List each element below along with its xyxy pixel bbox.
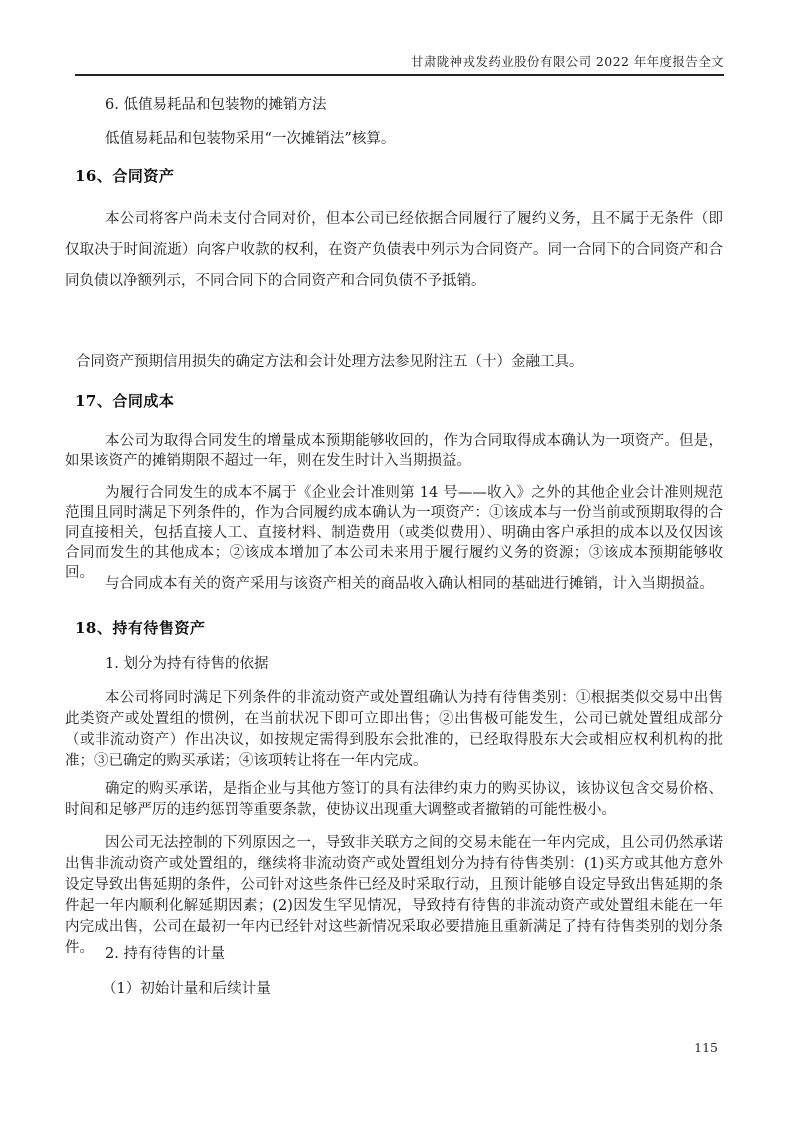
section17-heading: 17、合同成本 [75,392,175,410]
item6-body: 低值易耗品和包装物采用“一次摊销法”核算。 [105,131,396,147]
page-header-title: 甘肃陇神戎发药业股份有限公司 2022 年年度报告全文 [410,54,724,69]
section18-paragraph-1: 本公司将同时满足下列条件的非流动资产或处置组确认为持有待售类别：①根据类似交易中出售此类资产或处置组的惯例，在当前状况下即可立即出售；②出售极可能发生，公司已就处置组成部分（或非流动资产）作出决议，如按规定需得到股东会批准的，已经取得股东大会或相应权利机构的批准；③已确定的购买承诺；④该项转让将在一年内完成。 [65,690,723,769]
section16-heading: 16、合同资产 [75,167,175,185]
section17-paragraph-2: 为履行合同发生的成本不属于《企业会计准则第 14 号——收入》之外的其他企业会计准则规范范围且同时满足下列条件的，作为合同履约成本确认为一项资产：①该成本与一份当前或预期取得的合同直接相关，包括直接人工、直接材料、制造费用（或类似费用）、明确由客户承担的成本以及仅因该合同而发生的其他成本；②该成本增加了本公司未来用于履行履约义务的资源；③该成本预期能够收回。 [65,485,723,581]
section18-paragraph-3: 因公司无法控制的下列原因之一，导致非关联方之间的交易未能在一年内完成，且公司仍然承诺出售非流动资产或处置组的，继续将非流动资产或处置组划分为持有待售类别：(1)买方或其他方意外设定导致出售延期的条件，公司针对这些条件已经及时采取行动，且预计能够自设定导致出售延期的条件起一年内顺利化解延期因素；(2)因发生罕见情况，导致持有待售的非流动资产或处置组未能在一年内完成出售，公司在最初一年内已经针对这些新情况采取必要措施且重新满足了持有待售类别的划分条件。 [65,835,723,956]
item6-title: 6. 低值易耗品和包装物的摊销方法 [105,97,327,113]
section18-paragraph-2: 确定的购买承诺，是指企业与其他方签订的具有法律约束力的购买协议，该协议包含交易价格、时间和足够严厉的违约惩罚等重要条款，使协议出现重大调整或者撤销的可能性极小。 [65,781,723,818]
section17-paragraph-1: 本公司为取得合同发生的增量成本预期能够收回的，作为合同取得成本确认为一项资产。但是，如果该资产的摊销期限不超过一年，则在发生时计入当期损益。 [65,433,723,469]
section16-paragraph-1: 本公司将客户尚未支付合同对价，但本公司已经依据合同履行了履约义务，且不属于无条件（即仅取决于时间流逝）向客户收款的权利，在资产负债表中列示为合同资产。同一合同下的合同资产和合同负债以净额列示，不同合同下的合同资产和合同负债不予抵销。 [65,211,723,289]
section16-paragraph-2: 合同资产预期信用损失的确定方法和会计处理方法参见附注五（十）金融工具。 [76,354,584,370]
section18-subitem-2-1: （1）初始计量和后续计量 [102,981,271,997]
page-number: 115 [694,1040,718,1055]
header-rule [75,74,724,76]
section18-subitem-1: 1. 划分为持有待售的依据 [105,656,269,672]
section18-heading: 18、持有待售资产 [75,619,206,637]
section17-paragraph-3: 与合同成本有关的资产采用与该资产相关的商品收入确认相同的基础进行摊销，计入当期损益。 [105,576,714,592]
section18-subitem-2: 2. 持有待售的计量 [105,946,225,962]
